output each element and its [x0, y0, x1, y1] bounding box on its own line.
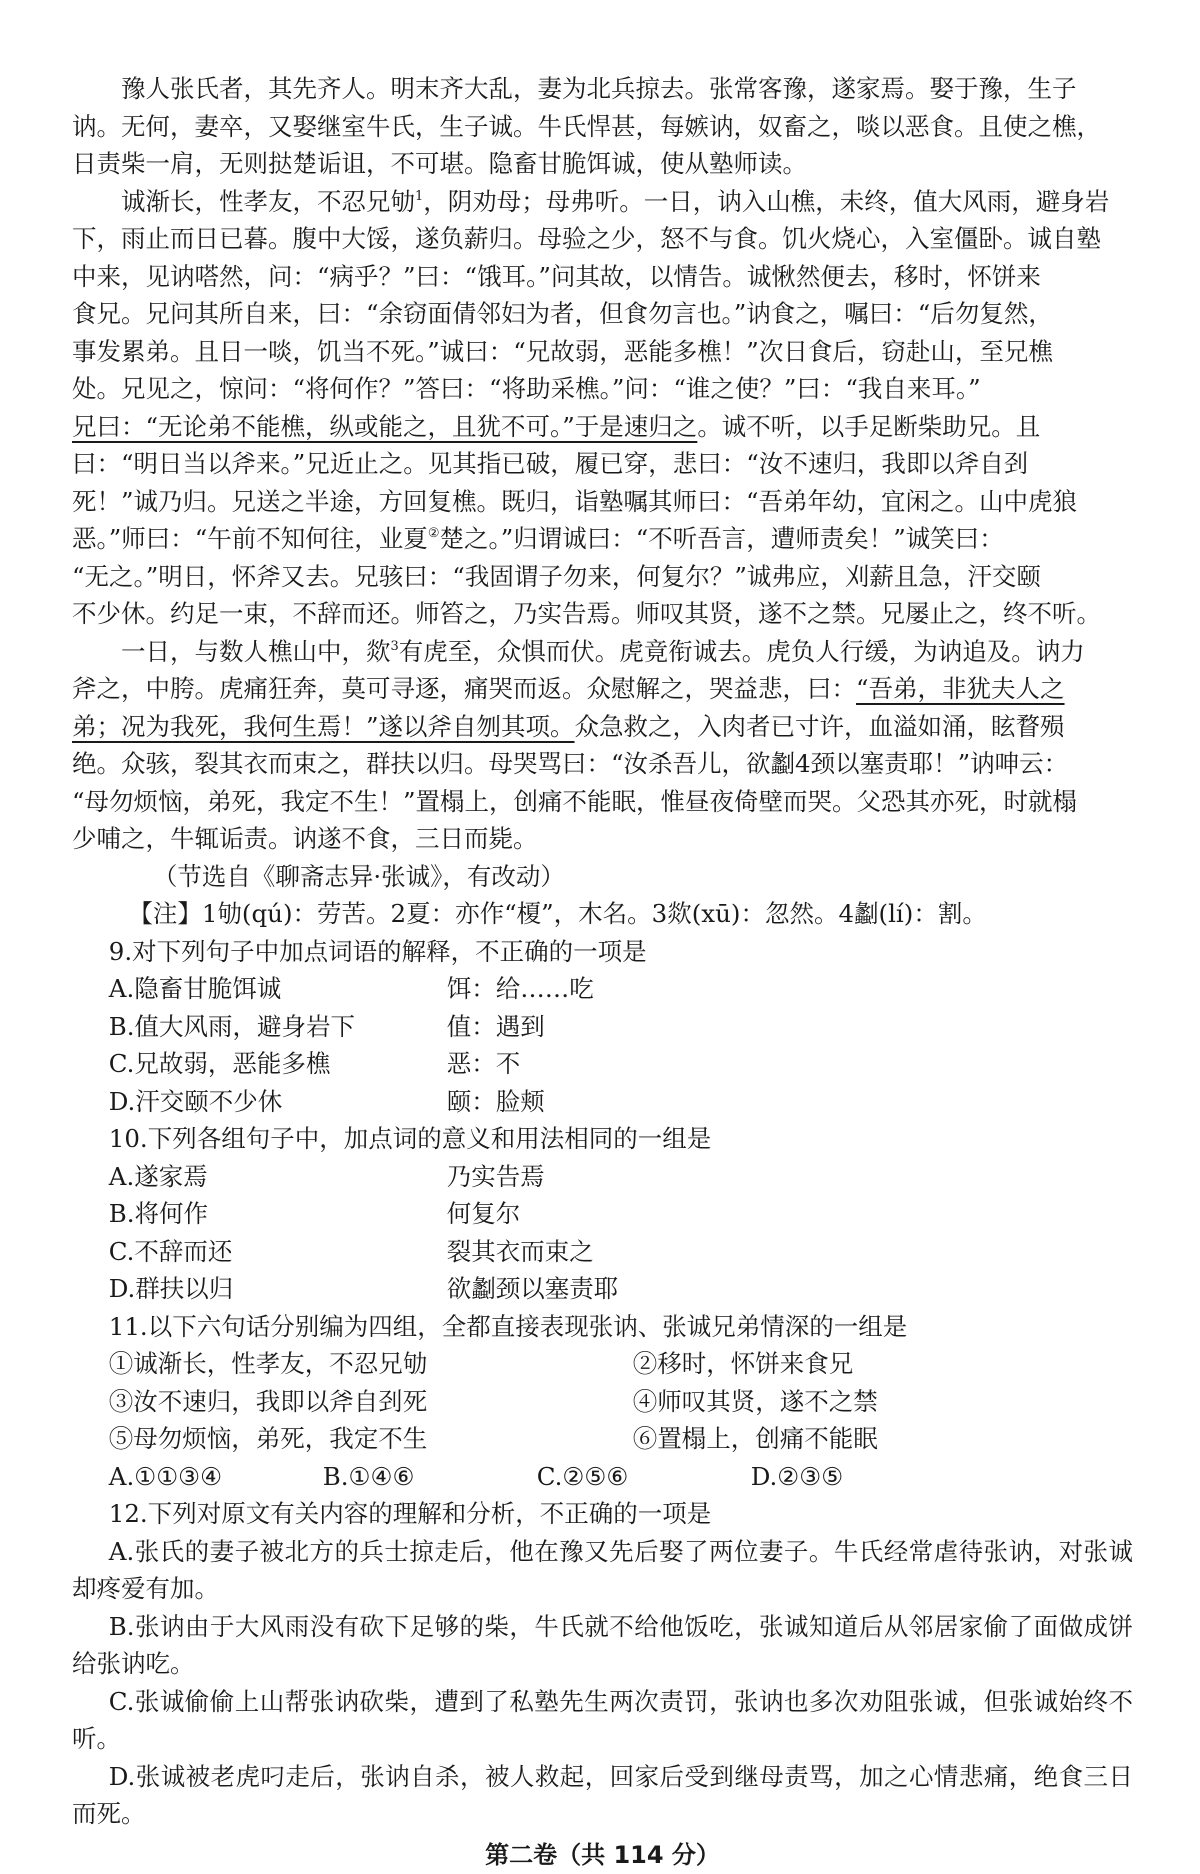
passage-line: 中来，见讷嗒然，问：“病乎？”曰：“饿耳。”问其故，以情告。诚愀然便去，移时，怀饼来: [72, 258, 1133, 296]
passage-line: 死！”诚乃归。兄送之半途，方回复樵。既归，诣塾嘱其师曰：“吾弟年幼，宜闲之。山中虎狼: [72, 483, 1133, 521]
passage-line: [72, 183, 1133, 221]
question-12-option: C.张诚偷偷上山帮张讷砍柴，遭到了私塾先生两次责罚，张讷也多次劝阻张诚，但张诚始终不听。: [72, 1683, 1133, 1758]
option-sentence: 何复尔: [447, 1195, 521, 1233]
question-11-stem: 11.以下六句话分别编为四组，全都直接表现张讷、张诚兄弟情深的一组是: [72, 1308, 1133, 1346]
choice-a: A.①①③④: [109, 1458, 323, 1496]
passage-line: 不少休。约足一束，不辞而还。师笞之，乃实告焉。师叹其贤，遂不之禁。兄屡止之，终不听。: [72, 595, 1133, 633]
question-9-stem: 9.对下列句子中加点词语的解释，不正确的一项是: [72, 933, 1133, 971]
question-11-choices: [72, 1458, 1133, 1496]
option-sentence: C.兄故弱，恶能多樵: [109, 1045, 447, 1083]
question-10-option: [72, 1270, 1133, 1308]
passage-line: [72, 520, 1133, 558]
choice-c: C.②⑤⑥: [537, 1458, 751, 1496]
option-sentence: A.隐畜甘脆饵诚: [109, 970, 447, 1008]
passage-text: 诚渐长，性孝友，不忍兄劬: [121, 187, 415, 216]
passage-text: 有虎至，众惧而伏。虎竟衔诚去。虎负人行缓，为讷追及。讷力: [399, 637, 1085, 666]
passage-line: 食兄。兄问其所自来，曰：“余窃面倩邻妇为者，但食勿言也。”讷食之，嘱曰：“后勿复然，: [72, 295, 1133, 333]
option-sentence: A.遂家焉: [109, 1158, 447, 1196]
passage-line: 事发累弟。且日一啖，饥当不死。”诚曰：“兄故弱，恶能多樵！”次日食后，窃赴山，至兄樵: [72, 333, 1133, 371]
option-sentence: C.不辞而还: [109, 1233, 447, 1271]
numbered-item: ①诚渐长，性孝友，不忍兄劬: [109, 1345, 633, 1383]
question-11-items: [72, 1345, 1133, 1383]
passage-line: [72, 670, 1133, 708]
passage-text: 众急救之，入肉者已寸许，血溢如涌，眩瞀殒: [575, 712, 1065, 741]
passage-text: 恶。”师曰：“午前不知何往，业夏: [72, 524, 428, 553]
passage-text: 斧之，中胯。虎痛狂奔，莫可寻逐，痛哭而返。众慰解之，哭益悲，曰：: [72, 674, 856, 703]
footnote-marker: ②: [428, 526, 440, 541]
question-10-stem: 10.下列各组句子中，加点词的意义和用法相同的一组是: [72, 1120, 1133, 1158]
passage-line: 处。兄见之，惊问：“将何作？”答曰：“将助采樵。”问：“谁之使？”曰：“我自来耳。”: [72, 370, 1133, 408]
question-11-items: [72, 1383, 1133, 1421]
passage-line: 少哺之，牛辄诟责。讷遂不食，三日而毙。: [72, 820, 1133, 858]
underlined-sentence: 弟；况为我死，我何生焉！”遂以斧自刎其项。: [72, 712, 575, 741]
footnote-marker: 3: [391, 639, 399, 654]
choice-b: B.①④⑥: [323, 1458, 537, 1496]
passage-text: 。诚不听，以手足断柴助兄。且: [697, 412, 1040, 441]
passage-line: 绝。众骇，裂其衣而束之，群扶以归。母哭骂曰：“汝杀吾儿，欲劙4颈以塞责耶！”讷呻云：: [72, 745, 1133, 783]
option-sentence: 裂其衣而束之: [447, 1233, 594, 1271]
option-gloss: 恶：不: [447, 1045, 521, 1083]
footnote-marker: 1: [415, 189, 423, 204]
option-sentence: 乃实告焉: [447, 1158, 545, 1196]
underlined-sentence: 兄曰：“无论弟不能樵，纵或能之，且犹不可。”于是速归之: [72, 412, 697, 441]
passage-line: [72, 708, 1133, 746]
passage-line: “无之。”明日，怀斧又去。兄骇曰：“我固谓子勿来，何复尔？”诚弗应，刈薪且急，汗交颐: [72, 558, 1133, 596]
passage-line: [72, 633, 1133, 671]
option-gloss: 饵：给……吃: [447, 970, 594, 1008]
question-9-option: [72, 1045, 1133, 1083]
passage-text: 一日，与数人樵山中，欻: [121, 637, 391, 666]
option-gloss: 值：遇到: [447, 1008, 545, 1046]
question-12-option: B.张讷由于大风雨没有砍下足够的柴，牛氏就不给他饭吃，张诚知道后从邻居家偷了面做成饼给张讷吃。: [72, 1608, 1133, 1683]
option-sentence: D.汗交颐不少休: [109, 1083, 447, 1121]
passage-line: “母勿烦恼，弟死，我定不生！”置榻上，创痛不能眠，惟昼夜倚壁而哭。父恐其亦死，时就榻: [72, 783, 1133, 821]
question-9-option: [72, 1008, 1133, 1046]
question-11-items: [72, 1420, 1133, 1458]
passage-text: ，阴劝母；母弗听。一日，讷入山樵，未终，值大风雨，避身岩: [423, 187, 1109, 216]
question-12-stem: 12.下列对原文有关内容的理解和分析，不正确的一项是: [72, 1495, 1133, 1533]
option-sentence: B.将何作: [109, 1195, 447, 1233]
numbered-item: ②移时，怀饼来食兄: [633, 1345, 854, 1383]
passage-line: 下，雨止而日已暮。腹中大馁，遂负薪归。母验之少，怒不与食。饥火烧心，入室僵卧。诚自塾: [72, 220, 1133, 258]
option-sentence: 欲劙颈以塞责耶: [447, 1270, 619, 1308]
passage-line: 豫人张氏者，其先齐人。明末齐大乱，妻为北兵掠去。张常客豫，遂家焉。娶于豫，生子: [72, 70, 1133, 108]
passage-text: 楚之。”归谓诚曰：“不听吾言，遭师责矣！”诚笑曰：: [439, 524, 1003, 553]
option-gloss: 颐：脸颊: [447, 1083, 545, 1121]
question-9-option: [72, 970, 1133, 1008]
numbered-item: ④师叹其贤，遂不之禁: [633, 1383, 878, 1421]
section-heading: 第二卷（共 114 分）: [72, 1837, 1133, 1874]
passage-source: （节选自《聊斋志异·张诚》，有改动）: [72, 858, 1133, 896]
passage-line: 讷。无何，妻卒，又娶继室牛氏，生子诚。牛氏悍甚，每嫉讷，奴畜之，啖以恶食。且使之樵，: [72, 108, 1133, 146]
option-sentence: D.群扶以归: [109, 1270, 447, 1308]
numbered-item: ⑤母勿烦恼，弟死，我定不生: [109, 1420, 633, 1458]
option-sentence: B.值大风雨，避身岩下: [109, 1008, 447, 1046]
question-10-option: [72, 1158, 1133, 1196]
question-10-option: [72, 1233, 1133, 1271]
passage-line: 日责柴一肩，无则挞楚诟诅，不可堪。隐畜甘脆饵诚，使从塾师读。: [72, 145, 1133, 183]
question-10-option: [72, 1195, 1133, 1233]
question-12-option: A.张氏的妻子被北方的兵士掠走后，他在豫又先后娶了两位妻子。牛氏经常虐待张讷，对张诚却疼爱有加。: [72, 1533, 1133, 1608]
question-9-option: [72, 1083, 1133, 1121]
question-12-option: D.张诚被老虎叼走后，张讷自杀，被人救起，回家后受到继母责骂，加之心情悲痛，绝食三日而死。: [72, 1758, 1133, 1833]
numbered-item: ⑥置榻上，创痛不能眠: [633, 1420, 878, 1458]
choice-d: D.②③⑤: [751, 1458, 965, 1496]
passage-line: 曰：“明日当以斧来。”兄近止之。见其指已破，履已穿，悲曰：“汝不速归，我即以斧自刭: [72, 445, 1133, 483]
underlined-sentence: “吾弟，非犹夫人之: [856, 674, 1065, 703]
passage-notes: 【注】1劬(qú)：劳苦。2夏：亦作“榎”，木名。3欻(xū)：忽然。4劙(lí)：割。: [72, 895, 1133, 933]
passage-line: [72, 408, 1133, 446]
numbered-item: ③汝不速归，我即以斧自刭死: [109, 1383, 633, 1421]
